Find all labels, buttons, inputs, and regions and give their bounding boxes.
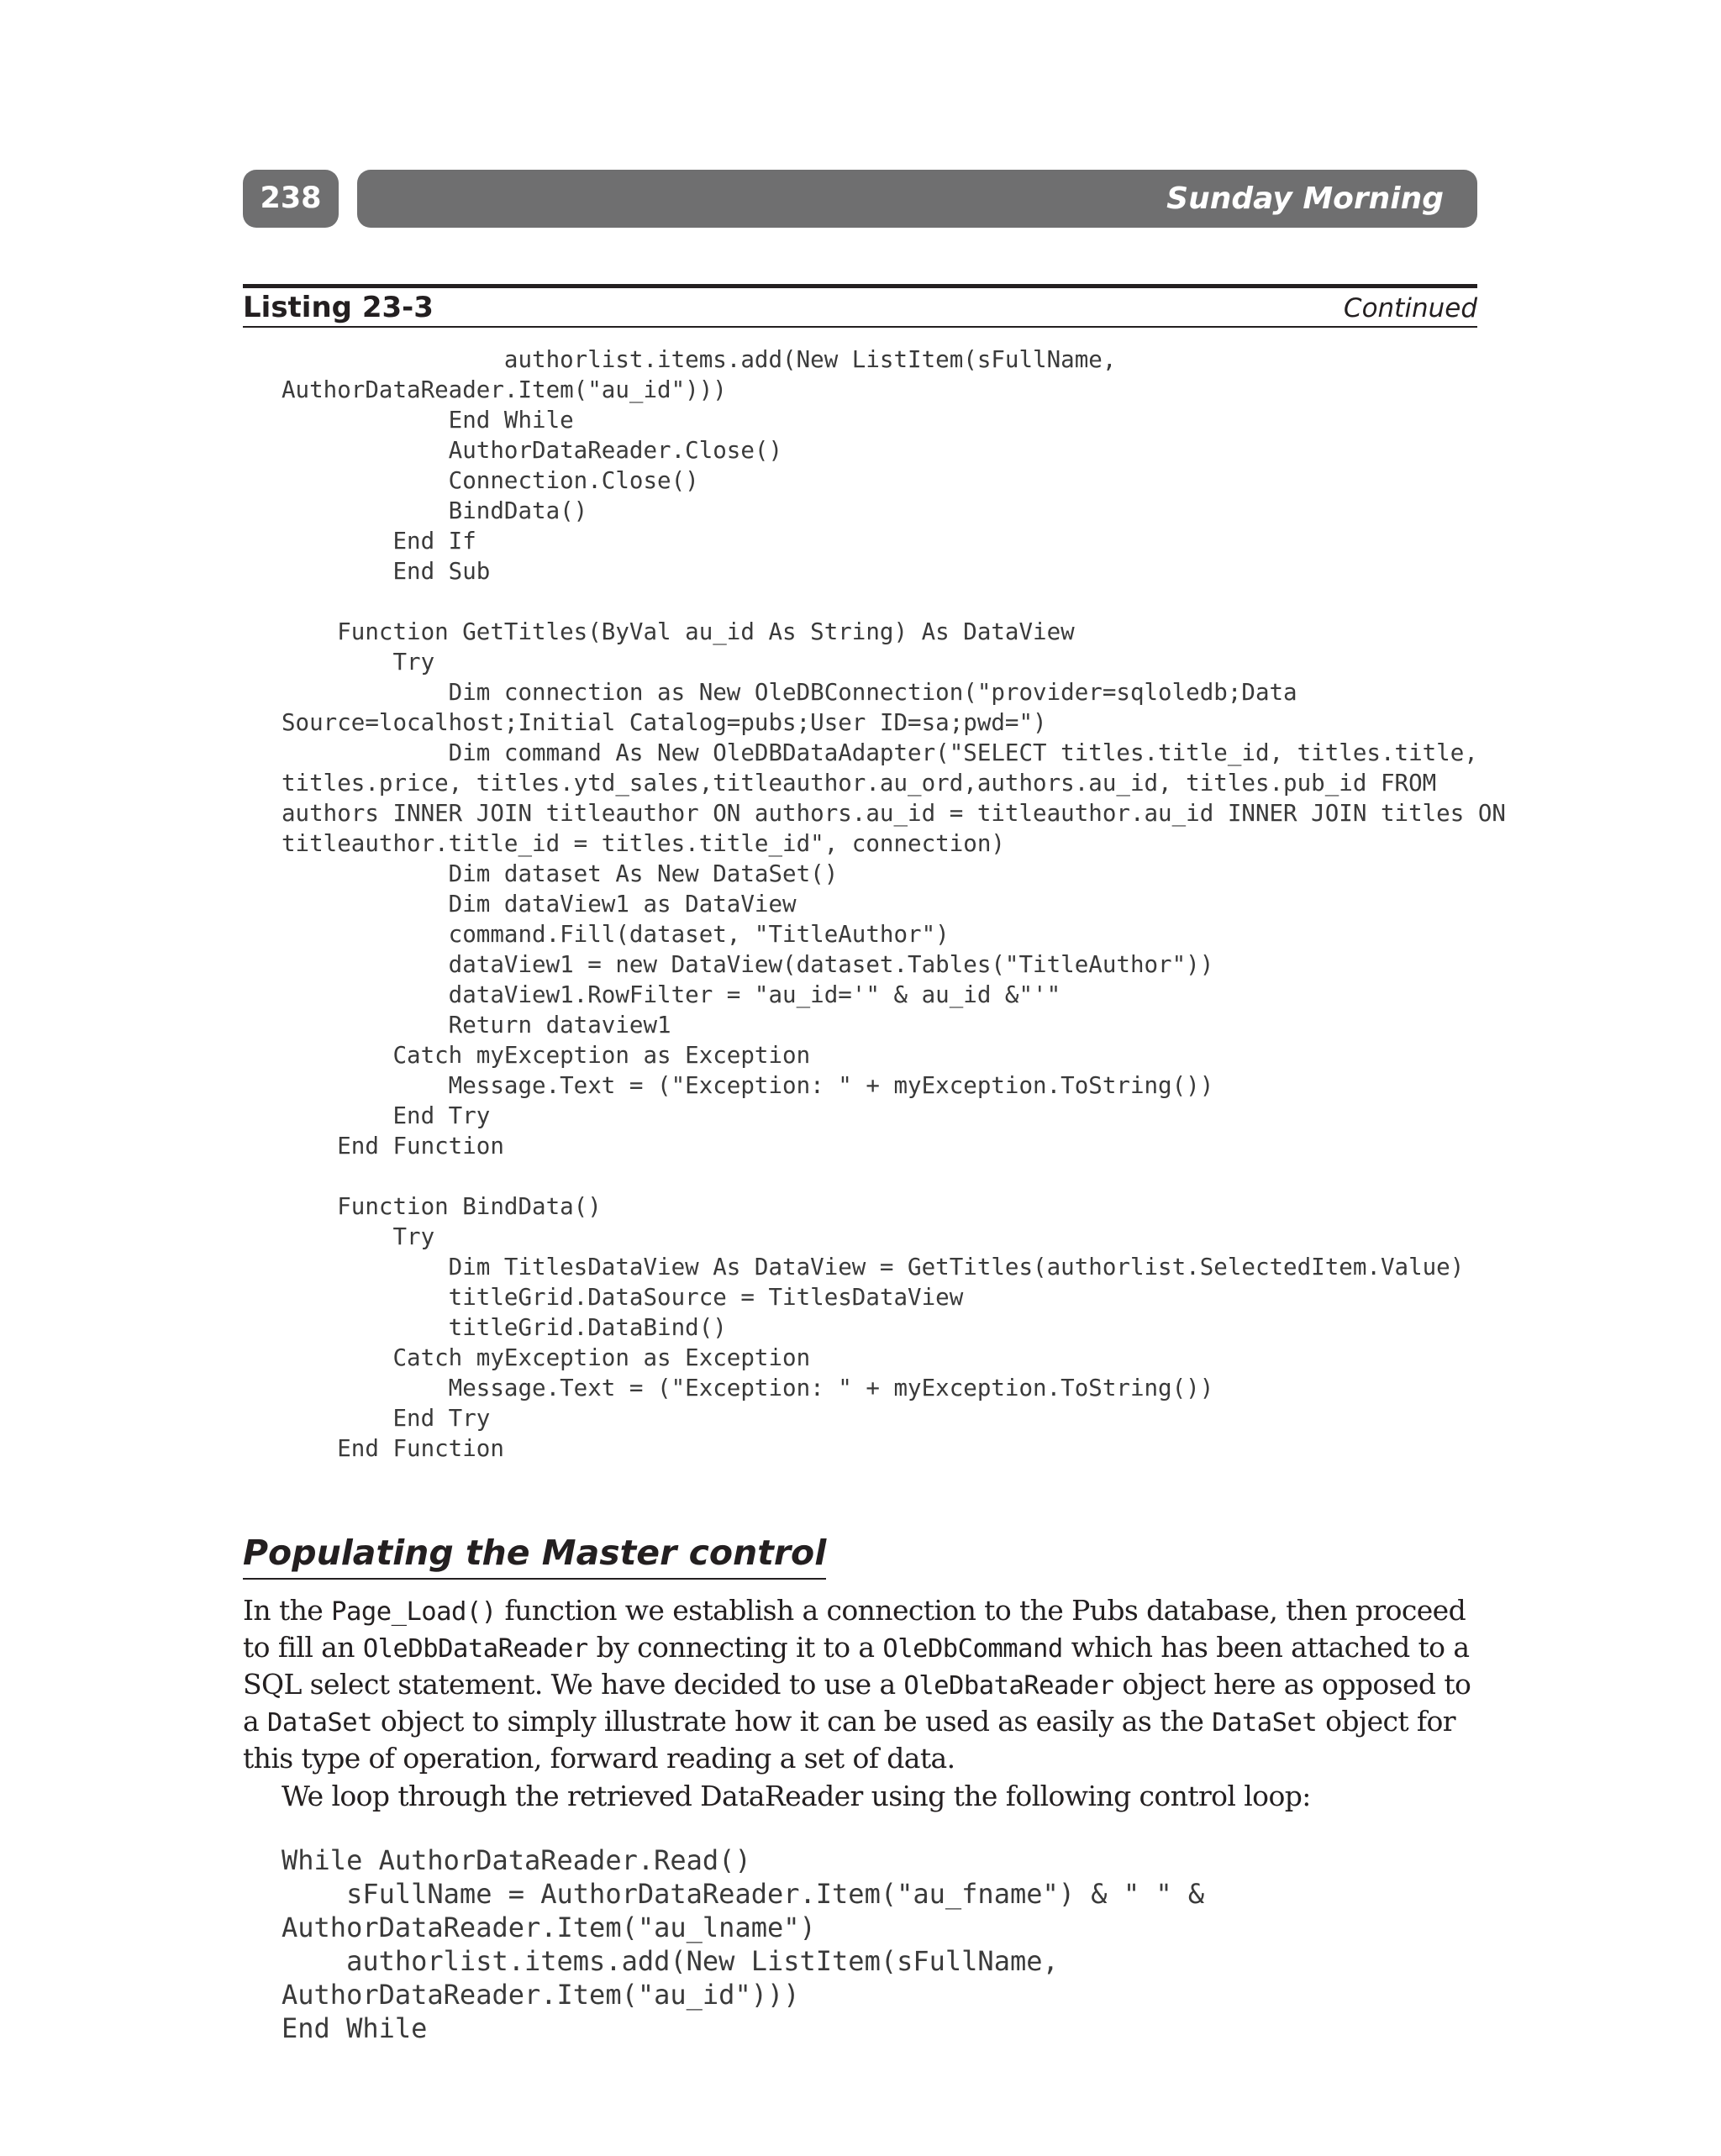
text-run: which has been attached to a SQL select statement. We have decided to use a bbox=[243, 1631, 1470, 1701]
inline-code: OleDbDataReader bbox=[362, 1634, 588, 1664]
loop-code: While AuthorDataReader.Read() sFullName = AuthorDataReader.Item("au_fname") & " " & AuthorDataReader.Item("au_lname") authorlist.items.add(New ListItem(sFullName, AuthorDataReader.Item("au_id"))) End While bbox=[282, 1844, 1205, 2044]
listing-continued-label: Continued bbox=[1343, 293, 1477, 323]
text-run: function we establish a connection to the Pubs database, then proceed to fill an bbox=[243, 1594, 1466, 1664]
inline-code: Page_Load() bbox=[331, 1597, 497, 1627]
text-run: In the bbox=[243, 1594, 332, 1627]
page-number: 238 bbox=[243, 170, 339, 228]
inline-code: DataSet bbox=[266, 1708, 373, 1738]
listing-header bbox=[243, 284, 1477, 328]
page-header bbox=[243, 170, 1477, 228]
inline-code: DataSet bbox=[1212, 1708, 1318, 1738]
body-paragraph-loop-intro: We loop through the retrieved DataReader using the following control loop: bbox=[282, 1780, 1311, 1812]
section-heading: Populating the Master control bbox=[243, 1531, 826, 1580]
inline-code: OleDbataReader bbox=[903, 1671, 1114, 1701]
body-paragraph bbox=[243, 1593, 1482, 1776]
text-run: by connecting it to a bbox=[587, 1631, 883, 1664]
listing-title: Listing 23-3 bbox=[243, 291, 434, 324]
text-run: object for this type of operation, forward reading a set of data. bbox=[243, 1705, 1455, 1775]
listing-code: authorlist.items.add(New ListItem(sFullName, AuthorDataReader.Item("au_id"))) End While AuthorDataReader.Close() Connection.Close() BindData() End If End Sub Function GetTitles(ByVal au_id As String) As DataView Try Dim connection as New OleDBConnection("provider=sqloledb;Data Source=localhost;Initial Catalog=pubs;User ID=sa;pwd=") Dim command As New OleDBDataAdapter("SELECT titles.title_id, titles.title, titles.price, titles.ytd_sales,titleauthor.au_ord,authors.au_id, titles.pub_id FROM authors INNER JOIN titleauthor ON authors.au_id = titleauthor.au_id INNER JOIN titles ON titleauthor.title_id = titles.title_id", connection) Dim dataset As New DataSet() Dim dataView1 as DataView command.Fill(dataset, "TitleAuthor") dataView1 = new DataView(dataset.Tables("TitleAuthor")) dataView1.RowFilter = "au_id='" & au_id &"'" Return dataview1 Catch myException as Exception Message.Text = ("Exception: " + myException.ToString()) End Try End Function Function BindData() Try Dim TitlesDataView As DataView = GetTitles(authorlist.SelectedItem.Value) titleGrid.DataSource = TitlesDataView titleGrid.DataBind() Catch myException as Exception Message.Text = ("Exception: " + myException.ToString()) End Try End Function bbox=[282, 346, 1506, 1462]
text-run: object here as opposed to a bbox=[243, 1668, 1471, 1738]
text-run: object to simply illustrate how it can be used as easily as the bbox=[372, 1705, 1213, 1738]
inline-code: OleDbCommand bbox=[882, 1634, 1063, 1664]
running-head: Sunday Morning bbox=[357, 170, 1477, 228]
